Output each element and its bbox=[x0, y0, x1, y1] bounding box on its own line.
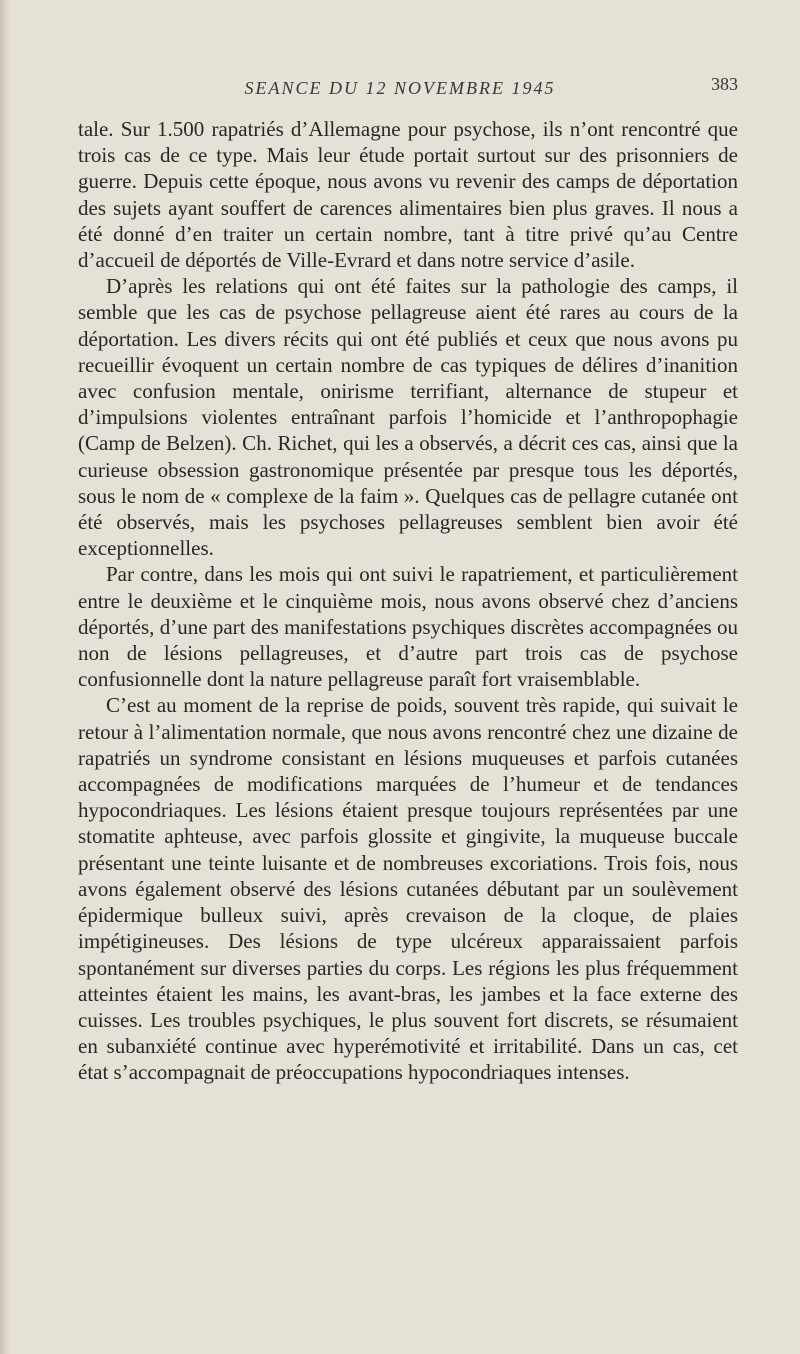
body-text bbox=[78, 116, 738, 1086]
page-number: 383 bbox=[711, 74, 738, 94]
paragraph-3: Par contre, dans les mois qui ont suivi le rapatriement, et particulièrement entre le deuxième et le cinquième mois, nous avons observé chez d’anciens déportés, d’une part des manifestations psychiques discrètes accompagnées ou non de lésions pellagreuses, et d’autre part trois cas de psychose confusionnelle dont la nature pellagreuse paraît fort vraisemblable. bbox=[78, 562, 738, 692]
running-head: SEANCE DU 12 NOVEMBRE 1945 bbox=[244, 78, 556, 98]
paragraph-4: C’est au moment de la reprise de poids, souvent très rapide, qui suivait le retour à l’alimentation normale, que nous avons rencontré chez une dizaine de rapatriés un syndrome consistant en lésions muqueuses et parfois cutanées accompagnées de modifications marquées de l’humeur et de tendances hypocondriaques. Les lésions étaient presque toujours représentées par une stomatite aphteuse, avec parfois glossite et gingivite, la muqueuse buccale présentant une teinte luisante et de nombreuses excoriations. Trois fois, nous avons également observé des lésions cutanées débutant par un soulèvement épidermique bulleux suivi, après crevaison de la cloque, de plaies impétigineuses. Des lésions de type ulcéreux apparaissaient parfois spontanément sur diverses parties du corps. Les régions les plus fréquemment atteintes étaient les mains, les avant-bras, les jambes et la face externe des cuisses. Les troubles psychiques, le plus souvent fort discrets, se résumaient en subanxiété continue avec hyperémotivité et irritabilité. Dans un cas, cet état s’accompagnait de préoccupations hypocondriaques intenses. bbox=[78, 693, 738, 1085]
page-header bbox=[0, 74, 800, 104]
paragraph-1: tale. Sur 1.500 rapatriés d’Allemagne pour psychose, ils n’ont rencontré que trois cas de ce type. Mais leur étude portait surtout sur des prisonniers de guerre. Depuis cette époque, nous avons vu revenir des camps de déportation des sujets ayant souffert de carences alimentaires bien plus graves. Il nous a été donné d’en traiter un certain nombre, tant à titre privé qu’au Centre d’accueil de déportés de Ville-Evrard et dans notre service d’asile. bbox=[78, 117, 738, 273]
paragraph-2: D’après les relations qui ont été faites sur la pathologie des camps, il semble que les cas de psychose pellagreuse aient été rares au cours de la déportation. Les divers récits qui ont été publiés et ceux que nous avons pu recueillir évoquent un certain nombre de cas typiques de délires d’inanition avec confusion mentale, onirisme terrifiant, alternance de stupeur et d’impulsions violentes entraînant parfois l’homicide et l’anthropophagie (Camp de Belzen). Ch. Richet, qui les a observés, a décrit ces cas, ainsi que la curieuse obsession gastronomique présentée par presque tous les déportés, sous le nom de « complexe de la faim ». Quelques cas de pellagre cutanée ont été observés, mais les psychoses pellagreuses semblent bien avoir été exceptionnelles. bbox=[78, 274, 738, 561]
